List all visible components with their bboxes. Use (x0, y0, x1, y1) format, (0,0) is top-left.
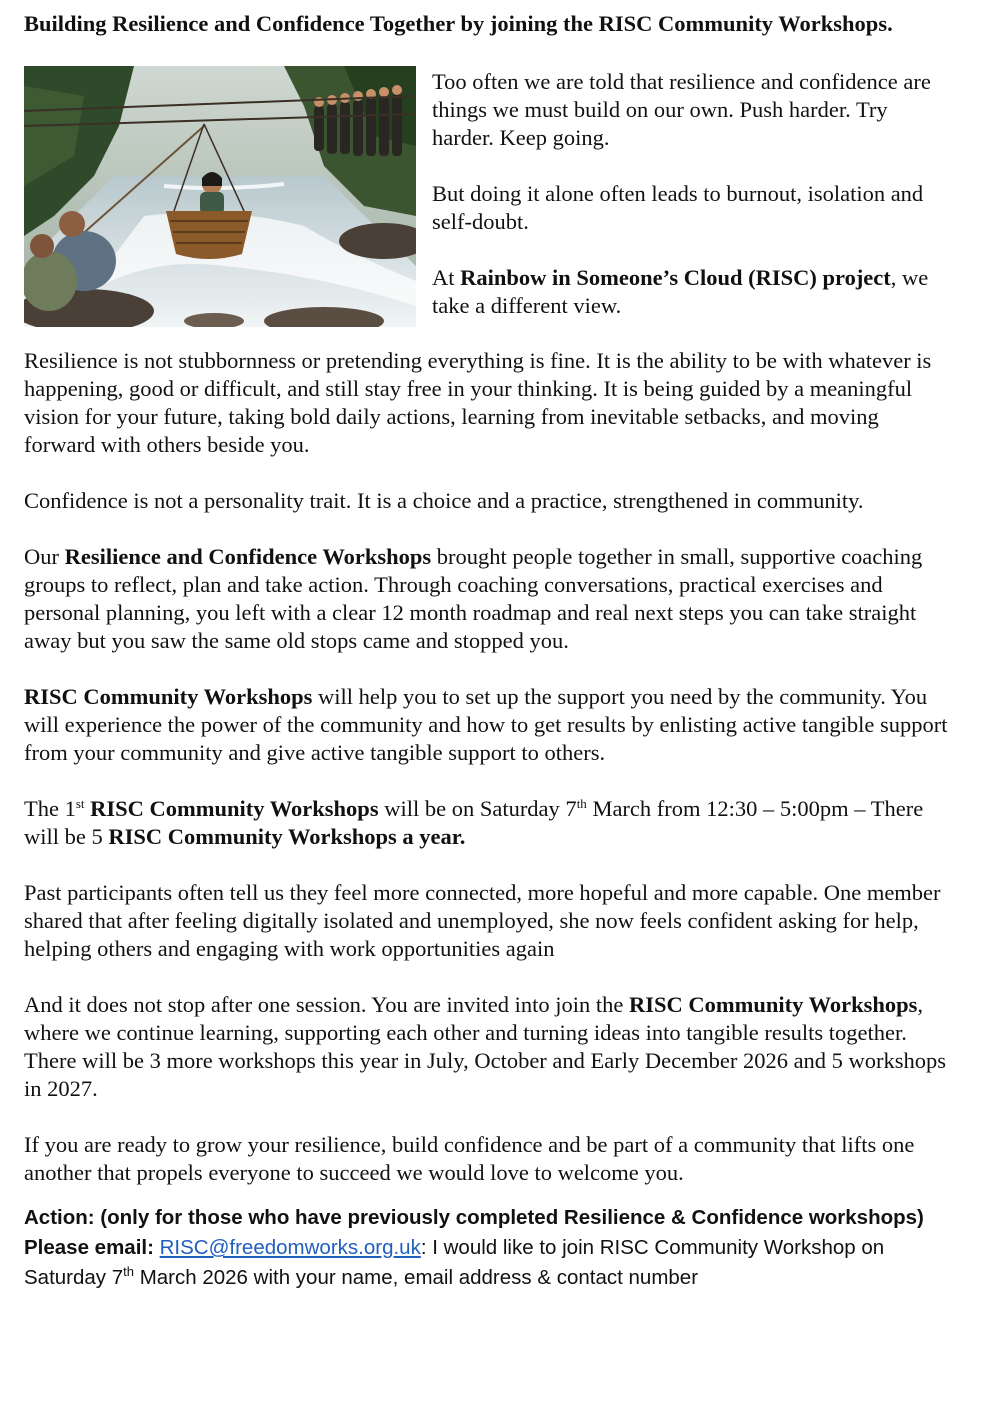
intro-paragraph-2: But doing it alone often leads to burnout, isolation and self-doubt. (432, 181, 924, 234)
workshops-bold: Resilience and Confidence Workshops (64, 544, 432, 569)
continuation-suffix: , where we continue learning, supporting each other and turning ideas into tangible results together. There will be 3 more workshops this year in July, October and Early December 2026 and 5 workshops in 2027. (24, 992, 947, 1101)
intro-paragraph-3 (432, 264, 954, 320)
rope-basket-river-crossing-image (24, 66, 416, 327)
intro-text (432, 64, 954, 327)
intro-section (24, 64, 954, 327)
continuation-prefix: And it does not stop after one session. You are invited into join the (24, 992, 629, 1017)
action-heading: Action: (only for those who have previously completed Resilience & Confidence workshops) (24, 1206, 924, 1229)
action-section (24, 1203, 954, 1293)
continuation-paragraph (24, 991, 954, 1103)
document-page (24, 10, 954, 1293)
dates-b2: RISC Community Workshops a year. (108, 824, 466, 849)
action-email-line (24, 1233, 954, 1293)
workshops-prefix: Our (24, 544, 65, 569)
page-title: Building Resilience and Confidence Together by joining the RISC Community Workshops. (24, 11, 893, 36)
resilience-paragraph: Resilience is not stubbornness or pretending everything is fine. It is the ability to be with whatever is happening, good or difficult, and still stay free in your thinking. It is being guided by a meaningful vision for your future, taking bold daily actions, learning from inevitable setbacks, and moving forward with others beside you. (24, 348, 932, 457)
risc-project-name: Rainbow in Someone’s Cloud (RISC) project (460, 265, 891, 290)
dates-sup1: st (75, 796, 85, 811)
email-link[interactable]: RISC@freedomworks.org.uk (159, 1236, 421, 1259)
email-label: Please email: (24, 1236, 160, 1259)
dates-t1: The 1 (24, 796, 76, 821)
community-suffix: will help you to set up the support you need by the community. You will experience the power of the community and how to get results by enlisting active tangible support from your community and give active tangible support to others. (24, 684, 948, 765)
testimonial-paragraph: Past participants often tell us they feel more connected, more hopeful and more capable. One member shared that after feeling digitally isolated and unemployed, she now feels confident asking for help, helping others and engaging with work opportunities again (24, 880, 941, 961)
workshops-suffix: brought people together in small, supportive coaching groups to reflect, plan and take action. Through coaching conversations, practical exercises and personal planning, you left with a clear 12 month roadmap and real next steps you can take straight away but you saw the same old stops came and stopped you. (24, 544, 923, 653)
continuation-bold: RISC Community Workshops (628, 992, 918, 1017)
community-paragraph (24, 683, 954, 767)
community-bold: RISC Community Workshops (24, 684, 313, 709)
intro-p3-prefix: At (432, 265, 461, 290)
action-sup: th (123, 1264, 134, 1279)
intro-p3-suffix: , we take a different view. (432, 265, 929, 318)
dates-t3: March from 12:30 – 5:00pm – There will be 5 (24, 796, 924, 849)
confidence-paragraph: Confidence is not a personality trait. It is a choice and a practice, strengthened in community. (24, 488, 864, 513)
closing-paragraph: If you are ready to grow your resilience, build confidence and be part of a community that lifts one another that propels everyone to succeed we would love to welcome you. (24, 1132, 915, 1185)
action-t1: : I would like to join RISC Community Workshop on Saturday 7 (24, 1236, 885, 1289)
dates-b1: RISC Community Workshops (84, 796, 379, 821)
dates-paragraph (24, 795, 954, 851)
dates-sup2: th (576, 796, 587, 811)
workshops-paragraph (24, 543, 954, 655)
dates-t2: will be on Saturday 7 (378, 796, 577, 821)
intro-paragraph-1: Too often we are told that resilience and confidence are things we must build on our own. Push harder. Try harder. Keep going. (432, 69, 931, 150)
action-t2: March 2026 with your name, email address & contact number (134, 1266, 699, 1289)
